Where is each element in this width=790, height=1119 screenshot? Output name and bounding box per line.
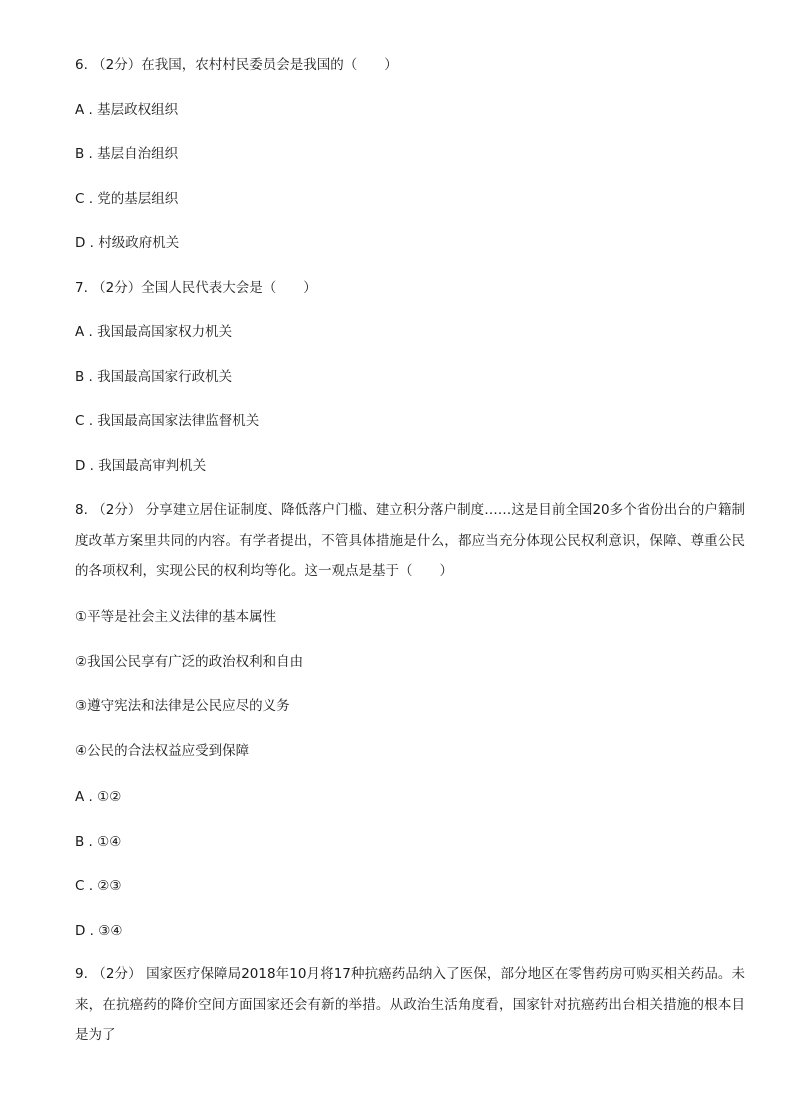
question-6-option-b[interactable]: B . 基层自治组织 (75, 146, 179, 162)
question-9-stem: 9. （2分） 国家医疗保障局2018年10月将17种抗癌药品纳入了医保，部分地区在零售药房可购买相关药品。未来，在抗癌药的降价空间方面国家还会有新的举措。从政治生活角度看，国家针对抗癌药出台相关措施的根本目是为了 (75, 966, 745, 1043)
question-8-option-b[interactable]: B . ①④ (75, 834, 122, 850)
question-8-statement-2: ②我国公民享有广泛的政治权利和自由 (75, 654, 304, 670)
question-7-stem: 7. （2分）全国人民代表大会是（ ） (75, 280, 317, 296)
question-6-option-c[interactable]: C . 党的基层组织 (75, 191, 179, 207)
question-6-option-d[interactable]: D . 村级政府机关 (75, 235, 180, 251)
question-8-option-a[interactable]: A . ①② (75, 789, 122, 805)
question-8-statement-4: ④公民的合法权益应受到保障 (75, 743, 250, 759)
question-6-option-a[interactable]: A . 基层政权组织 (75, 102, 179, 118)
question-8-stem: 8. （2分） 分享建立居住证制度、降低落户门槛、建立积分落户制度……这是目前全国20多个省份出台的户籍制度改革方案里共同的内容。有学者提出，不管具体措施是什么，都应当充分体现公民权利意识，保障、尊重公民的各项权利，实现公民的权利均等化。这一观点是基于（ ） (75, 502, 745, 579)
question-8-option-c[interactable]: C . ②③ (75, 878, 122, 894)
question-7-option-a[interactable]: A . 我国最高国家权力机关 (75, 324, 233, 340)
question-8-option-d[interactable]: D . ③④ (75, 923, 123, 939)
question-7-option-d[interactable]: D . 我国最高审判机关 (75, 458, 207, 474)
question-6-stem: 6. （2分）在我国，农村村民委员会是我国的（ ） (75, 57, 398, 73)
question-8-statement-1: ①平等是社会主义法律的基本属性 (75, 609, 277, 625)
question-7-option-b[interactable]: B . 我国最高国家行政机关 (75, 369, 233, 385)
question-7-option-c[interactable]: C . 我国最高国家法律监督机关 (75, 413, 260, 429)
question-8-statement-3: ③遵守宪法和法律是公民应尽的义务 (75, 698, 290, 714)
